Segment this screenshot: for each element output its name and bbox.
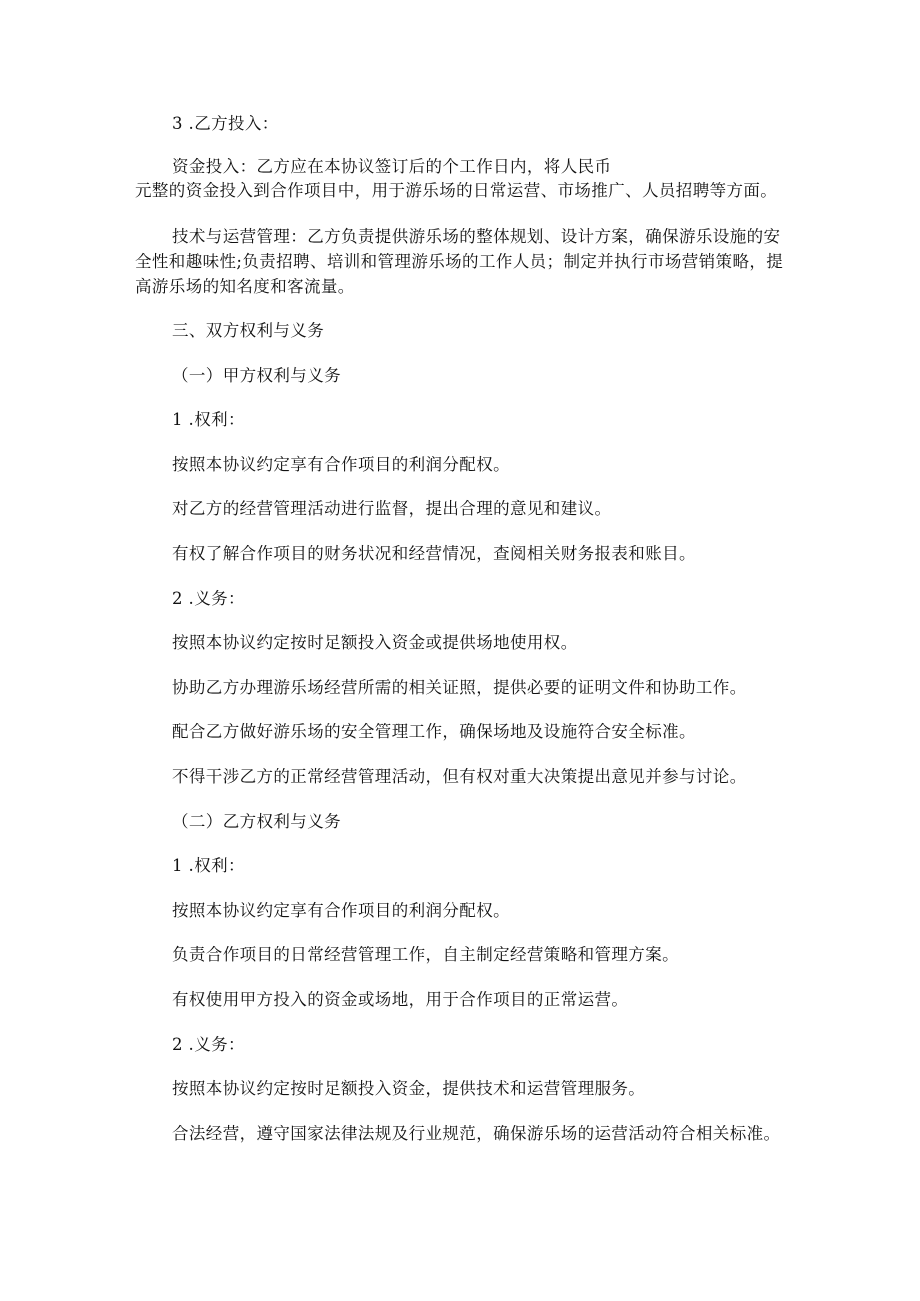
party-a-heading: （一）甲方权利与义务 [172,366,341,385]
party-a-duty-item: 协助乙方办理游乐场经营所需的相关证照，提供必要的证明文件和协助工作。 [172,678,747,697]
funding-paragraph-line-1: 资金投入：乙方应在本协议签订后的个工作日内，将人民币 [172,157,612,176]
party-b-duty-item: 按照本协议约定按时足额投入资金，提供技术和运营管理服务。 [172,1079,646,1098]
party-a-duty-item: 按照本协议约定按时足额投入资金或提供场地使用权。 [172,633,578,652]
tech-paragraph-line-2: 全性和趣味性;负责招聘、培训和管理游乐场的工作人员；制定并执行市场营销策略，提 [135,252,784,271]
party-a-duties-heading: 2 .义务： [172,589,245,608]
party-b-duties-heading: 2 .义务： [172,1035,245,1054]
party-b-right-item: 负责合作项目的日常经营管理工作，自主制定经营策略和管理方案。 [172,945,679,964]
party-b-duty-item: 合法经营，遵守国家法律法规及行业规范，确保游乐场的运营活动符合相关标准。 [172,1124,781,1143]
party-a-right-item: 对乙方的经营管理活动进行监督，提出合理的意见和建议。 [172,499,612,518]
party-b-right-item: 按照本协议约定享有合作项目的利润分配权。 [172,901,510,920]
party-a-rights-heading: 1 .权利： [172,410,245,429]
party-a-duty-item: 配合乙方做好游乐场的安全管理工作，确保场地及设施符合安全标准。 [172,722,696,741]
party-a-right-item: 按照本协议约定享有合作项目的利润分配权。 [172,455,510,474]
party-b-rights-heading: 1 .权利： [172,856,245,875]
funding-paragraph-line-2: 元整的资金投入到合作项目中，用于游乐场的日常运营、市场推广、人员招聘等方面。 [135,181,778,200]
party-a-duty-item: 不得干涉乙方的正常经营管理活动，但有权对重大决策提出意见并参与讨论。 [172,767,747,786]
tech-paragraph-line-3: 高游乐场的知名度和客流量。 [135,277,355,296]
party-b-right-item: 有权使用甲方投入的资金或场地，用于合作项目的正常运营。 [172,990,629,1009]
party-b-heading: （二）乙方权利与义务 [172,812,341,831]
chapter-3-heading: 三、双方权利与义务 [172,321,325,340]
tech-paragraph-line-1: 技术与运营管理：乙方负责提供游乐场的整体规划、设计方案，确保游乐设施的安 [172,227,781,246]
party-a-right-item: 有权了解合作项目的财务状况和经营情况，查阅相关财务报表和账目。 [172,544,696,563]
section-3-heading: 3 .乙方投入： [172,114,279,133]
